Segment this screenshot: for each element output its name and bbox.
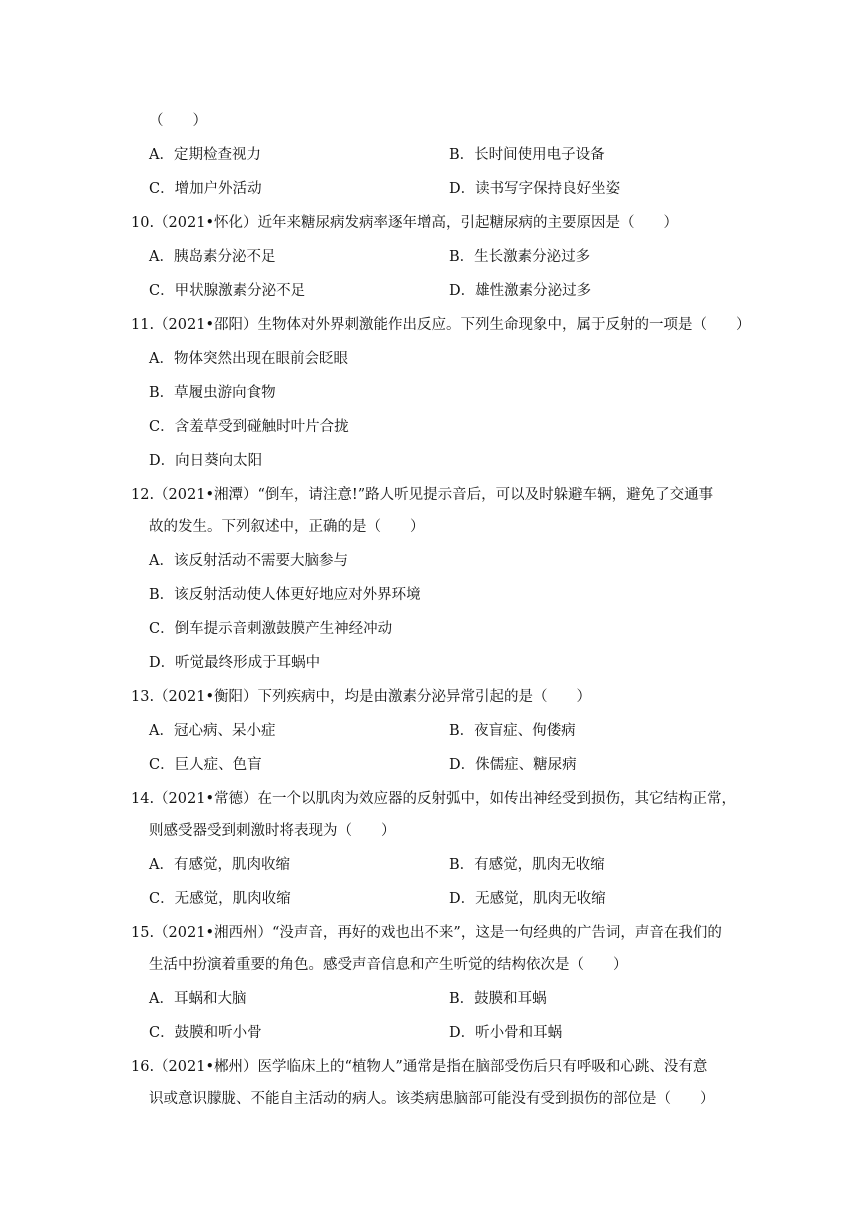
q10-option-d: D．雄性激素分泌过多 — [449, 283, 592, 299]
q15-option-c: C．鼓膜和听小骨 — [149, 1025, 262, 1041]
q10-option-b: B．生长激素分泌过多 — [449, 249, 591, 265]
q12-option-a: A．该反射活动不需要大脑参与 — [149, 553, 348, 569]
q12-stem-line2: 故的发生。下列叙述中，正确的是（ ） — [149, 519, 425, 535]
q14-stem-line1: 14.（2021•常德）在一个以肌肉为效应器的反射弧中，如传出神经受到损伤，其它结构正常， — [131, 791, 737, 807]
q16-stem-line2: 识或意识朦胧、不能自主活动的病人。该类病患脑部可能没有受到损伤的部位是（ ） — [149, 1091, 715, 1107]
q9-option-b: B．长时间使用电子设备 — [449, 147, 605, 163]
q14-option-d: D．无感觉，肌肉无收缩 — [449, 891, 606, 907]
q13-option-c: C．巨人症、色盲 — [149, 757, 262, 773]
q15-stem-line2: 生活中扮演着重要的角色。感受声音信息和产生听觉的结构依次是（ ） — [149, 957, 628, 973]
q14-option-c: C．无感觉，肌肉收缩 — [149, 891, 291, 907]
q13-stem: 13.（2021•衡阳）下列疾病中，均是由激素分泌异常引起的是（ ） — [131, 689, 592, 705]
q9-option-a: A．定期检查视力 — [149, 147, 261, 163]
q12-option-c: C．倒车提示音刺激鼓膜产生神经冲动 — [149, 621, 393, 637]
q14-option-a: A．有感觉，肌肉收缩 — [149, 857, 290, 873]
q10-option-a: A．胰岛素分泌不足 — [149, 249, 276, 265]
q9-option-c: C．增加户外活动 — [149, 181, 262, 197]
q13-option-a: A．冠心病、呆小症 — [149, 723, 276, 739]
q11-option-c: C．含羞草受到碰触时叶片合拢 — [149, 419, 349, 435]
q12-option-b: B．该反射活动使人体更好地应对外界环境 — [149, 587, 421, 603]
q15-option-d: D．听小骨和耳蜗 — [449, 1025, 563, 1041]
q9-option-d: D．读书写字保持良好坐姿 — [449, 181, 621, 197]
q12-stem-line1: 12.（2021•湘潭）“倒车，请注意!”路人听见提示音后，可以及时躲避车辆，避免了交通事 — [131, 487, 714, 503]
q10-option-c: C．甲状腺激素分泌不足 — [149, 283, 306, 299]
q15-option-b: B．鼓膜和耳蜗 — [449, 991, 547, 1007]
q11-option-d: D．向日葵向太阳 — [149, 453, 263, 469]
q10-stem: 10.（2021•怀化）近年来糖尿病发病率逐年增高，引起糖尿病的主要原因是（ ） — [131, 215, 679, 231]
q12-option-d: D．听觉最终形成于耳蜗中 — [149, 655, 321, 671]
q11-stem: 11.（2021•邵阳）生物体对外界刺激能作出反应。下列生命现象中，属于反射的一项是（ ） — [131, 317, 751, 333]
q11-option-b: B．草履虫游向食物 — [149, 385, 276, 401]
q14-stem-line2: 则感受器受到刺激时将表现为（ ） — [149, 823, 396, 839]
q14-option-b: B．有感觉，肌肉无收缩 — [449, 857, 605, 873]
q11-option-a: A．物体突然出现在眼前会眨眼 — [149, 351, 348, 367]
q15-option-a: A．耳蜗和大脑 — [149, 991, 247, 1007]
q9-answer-paren: （ ） — [149, 113, 207, 129]
q16-stem-line1: 16.（2021•郴州）医学临床上的“植物人”通常是指在脑部受伤后只有呼吸和心跳、没有意 — [131, 1059, 708, 1075]
q13-option-b: B．夜盲症、佝偻病 — [449, 723, 576, 739]
q15-stem-line1: 15.（2021•湘西州）“没声音，再好的戏也出不来”，这是一句经典的广告词，声音在我们的 — [131, 925, 722, 941]
q13-option-d: D．侏儒症、糖尿病 — [449, 757, 577, 773]
